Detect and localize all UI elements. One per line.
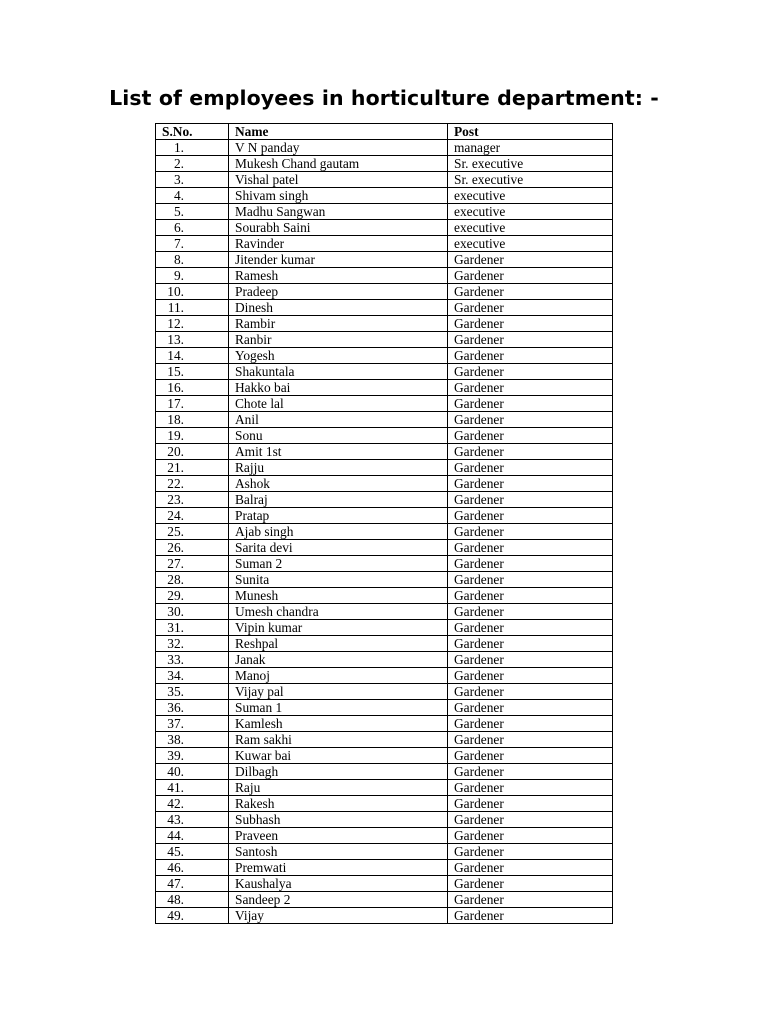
cell-sno: 29. (156, 588, 229, 604)
cell-sno: 15. (156, 364, 229, 380)
cell-sno: 24. (156, 508, 229, 524)
cell-sno: 17. (156, 396, 229, 412)
table-row (156, 300, 613, 316)
table-row (156, 732, 613, 748)
cell-name: Kaushalya (229, 876, 448, 892)
table-row (156, 588, 613, 604)
cell-post: Gardener (448, 348, 613, 364)
table-row (156, 636, 613, 652)
cell-sno: 37. (156, 716, 229, 732)
cell-name: Anil (229, 412, 448, 428)
cell-name: Suman 2 (229, 556, 448, 572)
table-row (156, 540, 613, 556)
table-row (156, 316, 613, 332)
table-row (156, 556, 613, 572)
cell-post: Gardener (448, 476, 613, 492)
cell-post: Gardener (448, 828, 613, 844)
table-row (156, 620, 613, 636)
table-header-row (156, 124, 613, 140)
table-row (156, 172, 613, 188)
cell-sno: 12. (156, 316, 229, 332)
cell-name: Mukesh Chand gautam (229, 156, 448, 172)
table-row (156, 652, 613, 668)
table-row (156, 380, 613, 396)
cell-name: Ravinder (229, 236, 448, 252)
cell-post: Gardener (448, 524, 613, 540)
table-row (156, 476, 613, 492)
cell-sno: 2. (156, 156, 229, 172)
table-row (156, 668, 613, 684)
cell-post: Gardener (448, 908, 613, 924)
cell-post: Gardener (448, 508, 613, 524)
table-row (156, 700, 613, 716)
cell-name: Madhu Sangwan (229, 204, 448, 220)
cell-post: Gardener (448, 460, 613, 476)
cell-name: Munesh (229, 588, 448, 604)
cell-sno: 11. (156, 300, 229, 316)
cell-post: Gardener (448, 620, 613, 636)
cell-name: Amit 1st (229, 444, 448, 460)
cell-post: Gardener (448, 380, 613, 396)
cell-name: Dilbagh (229, 764, 448, 780)
cell-name: Yogesh (229, 348, 448, 364)
cell-name: Manoj (229, 668, 448, 684)
table-row (156, 188, 613, 204)
table-row (156, 828, 613, 844)
cell-sno: 32. (156, 636, 229, 652)
cell-sno: 44. (156, 828, 229, 844)
cell-sno: 4. (156, 188, 229, 204)
cell-post: Gardener (448, 668, 613, 684)
table-row (156, 764, 613, 780)
cell-sno: 30. (156, 604, 229, 620)
cell-name: Santosh (229, 844, 448, 860)
cell-post: Gardener (448, 684, 613, 700)
cell-post: manager (448, 140, 613, 156)
table-row (156, 236, 613, 252)
cell-name: Rambir (229, 316, 448, 332)
cell-post: Gardener (448, 700, 613, 716)
cell-sno: 18. (156, 412, 229, 428)
cell-post: Gardener (448, 284, 613, 300)
cell-post: Gardener (448, 556, 613, 572)
cell-sno: 26. (156, 540, 229, 556)
table-row (156, 492, 613, 508)
cell-name: Ashok (229, 476, 448, 492)
cell-name: Raju (229, 780, 448, 796)
cell-name: Hakko bai (229, 380, 448, 396)
cell-name: Kamlesh (229, 716, 448, 732)
header-name: Name (229, 124, 448, 140)
cell-post: executive (448, 188, 613, 204)
table-row (156, 716, 613, 732)
cell-name: Sandeep 2 (229, 892, 448, 908)
cell-name: Ram sakhi (229, 732, 448, 748)
cell-sno: 9. (156, 268, 229, 284)
table-row (156, 796, 613, 812)
table-row (156, 348, 613, 364)
table-row (156, 524, 613, 540)
cell-post: Gardener (448, 764, 613, 780)
table-row (156, 252, 613, 268)
cell-sno: 16. (156, 380, 229, 396)
table-row (156, 332, 613, 348)
cell-sno: 34. (156, 668, 229, 684)
cell-sno: 43. (156, 812, 229, 828)
cell-name: Vijay (229, 908, 448, 924)
cell-post: Gardener (448, 716, 613, 732)
cell-name: Sonu (229, 428, 448, 444)
cell-sno: 36. (156, 700, 229, 716)
cell-post: Gardener (448, 732, 613, 748)
table-row (156, 892, 613, 908)
cell-post: Gardener (448, 444, 613, 460)
cell-post: Gardener (448, 300, 613, 316)
table-row (156, 284, 613, 300)
cell-name: Suman 1 (229, 700, 448, 716)
cell-post: Sr. executive (448, 156, 613, 172)
cell-sno: 45. (156, 844, 229, 860)
cell-post: Gardener (448, 268, 613, 284)
table-row (156, 428, 613, 444)
cell-post: Gardener (448, 364, 613, 380)
table-row (156, 156, 613, 172)
cell-name: Rajju (229, 460, 448, 476)
cell-sno: 47. (156, 876, 229, 892)
table-header (156, 124, 613, 140)
cell-post: Gardener (448, 780, 613, 796)
cell-sno: 48. (156, 892, 229, 908)
cell-post: executive (448, 220, 613, 236)
cell-name: Shakuntala (229, 364, 448, 380)
cell-name: Kuwar bai (229, 748, 448, 764)
cell-name: Dinesh (229, 300, 448, 316)
cell-name: Chote lal (229, 396, 448, 412)
cell-name: Pratap (229, 508, 448, 524)
cell-sno: 7. (156, 236, 229, 252)
table-row (156, 604, 613, 620)
cell-post: Gardener (448, 492, 613, 508)
table-row (156, 364, 613, 380)
cell-post: Gardener (448, 316, 613, 332)
cell-name: V N panday (229, 140, 448, 156)
cell-post: executive (448, 204, 613, 220)
cell-name: Balraj (229, 492, 448, 508)
table-row (156, 396, 613, 412)
table-row (156, 748, 613, 764)
cell-name: Praveen (229, 828, 448, 844)
table-row (156, 908, 613, 924)
cell-sno: 19. (156, 428, 229, 444)
cell-post: Gardener (448, 636, 613, 652)
cell-name: Ajab singh (229, 524, 448, 540)
cell-name: Sarita devi (229, 540, 448, 556)
cell-sno: 33. (156, 652, 229, 668)
cell-name: Ranbir (229, 332, 448, 348)
cell-name: Shivam singh (229, 188, 448, 204)
cell-sno: 28. (156, 572, 229, 588)
table-row (156, 844, 613, 860)
cell-name: Premwati (229, 860, 448, 876)
table-row (156, 780, 613, 796)
cell-sno: 22. (156, 476, 229, 492)
table-row (156, 140, 613, 156)
cell-sno: 6. (156, 220, 229, 236)
cell-sno: 40. (156, 764, 229, 780)
cell-name: Janak (229, 652, 448, 668)
cell-sno: 10. (156, 284, 229, 300)
cell-post: Gardener (448, 332, 613, 348)
cell-post: Gardener (448, 428, 613, 444)
table-row (156, 684, 613, 700)
cell-sno: 3. (156, 172, 229, 188)
table-row (156, 860, 613, 876)
cell-name: Jitender kumar (229, 252, 448, 268)
cell-sno: 46. (156, 860, 229, 876)
cell-sno: 20. (156, 444, 229, 460)
cell-name: Vishal patel (229, 172, 448, 188)
cell-name: Sourabh Saini (229, 220, 448, 236)
cell-post: Gardener (448, 412, 613, 428)
cell-sno: 25. (156, 524, 229, 540)
cell-post: Gardener (448, 748, 613, 764)
table-row (156, 572, 613, 588)
cell-sno: 21. (156, 460, 229, 476)
cell-name: Umesh chandra (229, 604, 448, 620)
cell-name: Sunita (229, 572, 448, 588)
table-body (156, 140, 613, 924)
cell-post: Sr. executive (448, 172, 613, 188)
table-row (156, 268, 613, 284)
table-row (156, 204, 613, 220)
cell-name: Ramesh (229, 268, 448, 284)
cell-name: Rakesh (229, 796, 448, 812)
cell-post: Gardener (448, 604, 613, 620)
header-sno: S.No. (156, 124, 229, 140)
cell-sno: 39. (156, 748, 229, 764)
table-row (156, 444, 613, 460)
cell-name: Vipin kumar (229, 620, 448, 636)
table-row (156, 460, 613, 476)
header-post: Post (448, 124, 613, 140)
cell-name: Subhash (229, 812, 448, 828)
cell-post: Gardener (448, 876, 613, 892)
cell-name: Vijay pal (229, 684, 448, 700)
cell-sno: 13. (156, 332, 229, 348)
cell-post: Gardener (448, 588, 613, 604)
cell-post: Gardener (448, 652, 613, 668)
cell-sno: 42. (156, 796, 229, 812)
cell-name: Pradeep (229, 284, 448, 300)
cell-sno: 1. (156, 140, 229, 156)
cell-sno: 23. (156, 492, 229, 508)
table-row (156, 508, 613, 524)
cell-sno: 5. (156, 204, 229, 220)
table-row (156, 220, 613, 236)
table-row (156, 812, 613, 828)
cell-post: Gardener (448, 540, 613, 556)
page-title: List of employees in horticulture department: - (109, 86, 659, 110)
employee-table (155, 123, 613, 924)
cell-post: Gardener (448, 572, 613, 588)
cell-post: Gardener (448, 892, 613, 908)
cell-sno: 14. (156, 348, 229, 364)
table-row (156, 876, 613, 892)
cell-post: Gardener (448, 844, 613, 860)
table-row (156, 412, 613, 428)
cell-post: Gardener (448, 396, 613, 412)
cell-sno: 8. (156, 252, 229, 268)
cell-post: Gardener (448, 812, 613, 828)
cell-post: Gardener (448, 796, 613, 812)
cell-sno: 41. (156, 780, 229, 796)
cell-sno: 27. (156, 556, 229, 572)
cell-sno: 38. (156, 732, 229, 748)
cell-name: Reshpal (229, 636, 448, 652)
cell-post: Gardener (448, 860, 613, 876)
cell-sno: 35. (156, 684, 229, 700)
cell-post: executive (448, 236, 613, 252)
cell-post: Gardener (448, 252, 613, 268)
cell-sno: 49. (156, 908, 229, 924)
cell-sno: 31. (156, 620, 229, 636)
